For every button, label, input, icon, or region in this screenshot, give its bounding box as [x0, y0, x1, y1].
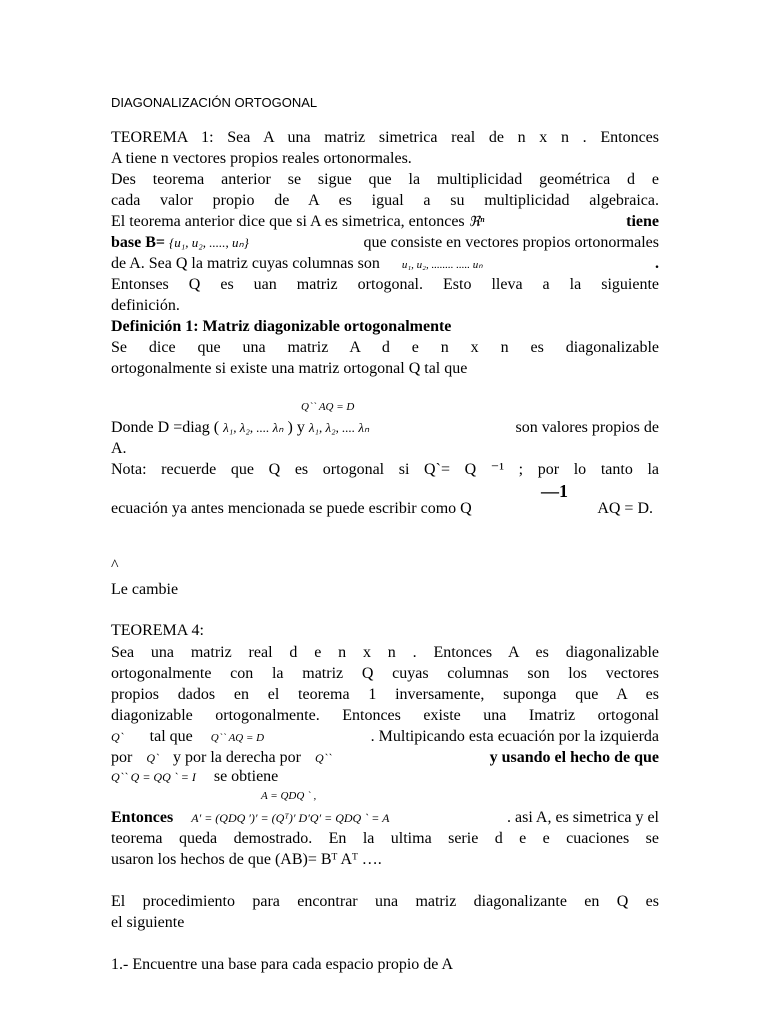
lambda-list-formula: λ₁, λ₂, .... λₙ	[308, 420, 370, 435]
orthogonality-formula: Q`` Q = QQ ` = I	[111, 770, 196, 784]
bold-text: base B=	[111, 234, 166, 251]
teorema-1-line-2: A tiene n vectores propios reales ortonormales.	[111, 150, 412, 167]
teorema-4-line-3: propios dados en el teorema 1 inversamente, suponga que A es	[111, 686, 659, 703]
text-segment: tal que	[149, 728, 193, 745]
teorema-4-line-5	[111, 727, 659, 748]
q-transpose-formula: Q`	[146, 751, 159, 765]
text-segment: . Multipicando esta ecuación por la izquierda	[370, 728, 659, 745]
symmetry-proof-formula: A′ = (QDQ ′)′ = (Qᵀ)′ D′Q′ = QDQ ` = A	[191, 811, 390, 825]
teorema-1-line-9: definición.	[111, 297, 180, 314]
procedure-line-1: El procedimiento para encontrar una matriz diagonalizante en Q es	[111, 893, 659, 910]
text-segment: ) y	[287, 419, 305, 436]
text-segment: Donde D =diag (	[111, 419, 220, 436]
text-segment: AQ = D.	[597, 500, 653, 517]
donde-line	[111, 418, 659, 438]
teorema-4-title: TEOREMA 4:	[111, 622, 204, 639]
entonces-line-1	[111, 808, 659, 828]
equation-qaq-d: Q`` AQ = D	[301, 401, 355, 413]
q-inverse-formula: Q``	[314, 751, 332, 765]
teorema-1-line-3: Des teorema anterior se sigue que la multiplicidad geométrica d e	[111, 171, 659, 188]
definition-title: Definición 1: Matriz diagonizable ortogonalmente	[111, 318, 452, 335]
teorema-1-line-8: Entonses Q es uan matriz ortogonal. Esto lleva a la siguiente	[111, 276, 659, 293]
cambie-note: Le cambie	[111, 581, 179, 598]
vector-list-formula: u₁, u₂, ........ ..... uₙ	[401, 259, 483, 271]
text-segment: por	[111, 749, 133, 766]
teorema-4-line-7	[111, 767, 659, 787]
inverse-exponent: —1	[541, 481, 568, 501]
text-segment: que consiste en vectores propios ortonormales	[363, 234, 659, 251]
equation-qaq-d: Q`` AQ = D	[210, 732, 265, 744]
basis-set-formula: {u₁, u₂, ....., uₙ}	[169, 235, 249, 250]
period: .	[655, 255, 659, 272]
bold-text: Entonces	[111, 809, 174, 826]
text-segment: de A. Sea Q la matriz cuyas columnas son	[111, 255, 380, 272]
bold-text: y usando el hecho de que	[489, 749, 659, 766]
rn-symbol: ℜⁿ	[468, 215, 485, 230]
q-transpose-formula: Q`	[111, 730, 124, 744]
definition-line-2: ortogonalmente si existe una matriz ortogonal Q tal que	[111, 360, 468, 377]
teorema-1-line-4: cada valor propio de A es igual a su multiplicidad algebraica.	[111, 192, 659, 209]
entonces-line-2: teorema queda demostrado. En la ultima serie d e e cuaciones se	[111, 830, 659, 847]
text-segment: se obtiene	[213, 768, 279, 785]
teorema-4-line-2: ortogonalmente con la matriz Q cuyas columnas son los vectores	[111, 665, 659, 682]
lambda-list-formula: λ₁, λ₂, .... λₙ	[223, 420, 284, 435]
text-segment: ecuación ya antes mencionada se puede escribir como Q	[111, 500, 472, 517]
definition-line-1: Se dice que una matriz A d e n x n es diagonalizable	[111, 339, 659, 356]
procedure-line-2: el siguiente	[111, 914, 185, 931]
step-1: 1.- Encuentre una base para cada espacio propio de A	[111, 956, 454, 973]
teorema-1-line-7	[111, 254, 659, 275]
teorema-1-line-6	[111, 233, 659, 253]
teorema-4-line-1: Sea una matriz real d e n x n . Entonces A es diagonalizable	[111, 644, 659, 661]
nota-line-1: Nota: recuerde que Q es ortogonal si Q`= Q ⁻¹ ; por lo tanto la	[111, 461, 659, 478]
teorema-4-line-6	[111, 748, 659, 768]
entonces-line-3: usaron los hechos de que (AB)= Bᵀ Aᵀ ….	[111, 851, 382, 868]
nota-line-2	[111, 499, 659, 519]
text-segment: El teorema anterior dice que si A es simetrica, entonces	[111, 213, 465, 230]
teorema-4-line-4: diagonizable ortogonalmente. Entonces existe una Imatriz ortogonal	[111, 707, 659, 724]
text-segment: . asi A, es simetrica y el	[507, 809, 659, 826]
text-segment: y por la derecha por	[173, 749, 301, 766]
bold-text: tiene	[626, 213, 659, 230]
document-title: DIAGONALIZACIÓN ORTOGONAL	[111, 95, 318, 110]
caret-mark: ^	[111, 557, 119, 574]
teorema-1-line-5	[111, 212, 659, 233]
text-segment: son valores propios de	[515, 419, 659, 436]
donde-line-2: A.	[111, 440, 127, 457]
equation-a-qdq: A = QDQ ` ,	[261, 790, 317, 802]
teorema-1-line-1: TEOREMA 1: Sea A una matriz simetrica real de n x n . Entonces	[111, 129, 659, 146]
